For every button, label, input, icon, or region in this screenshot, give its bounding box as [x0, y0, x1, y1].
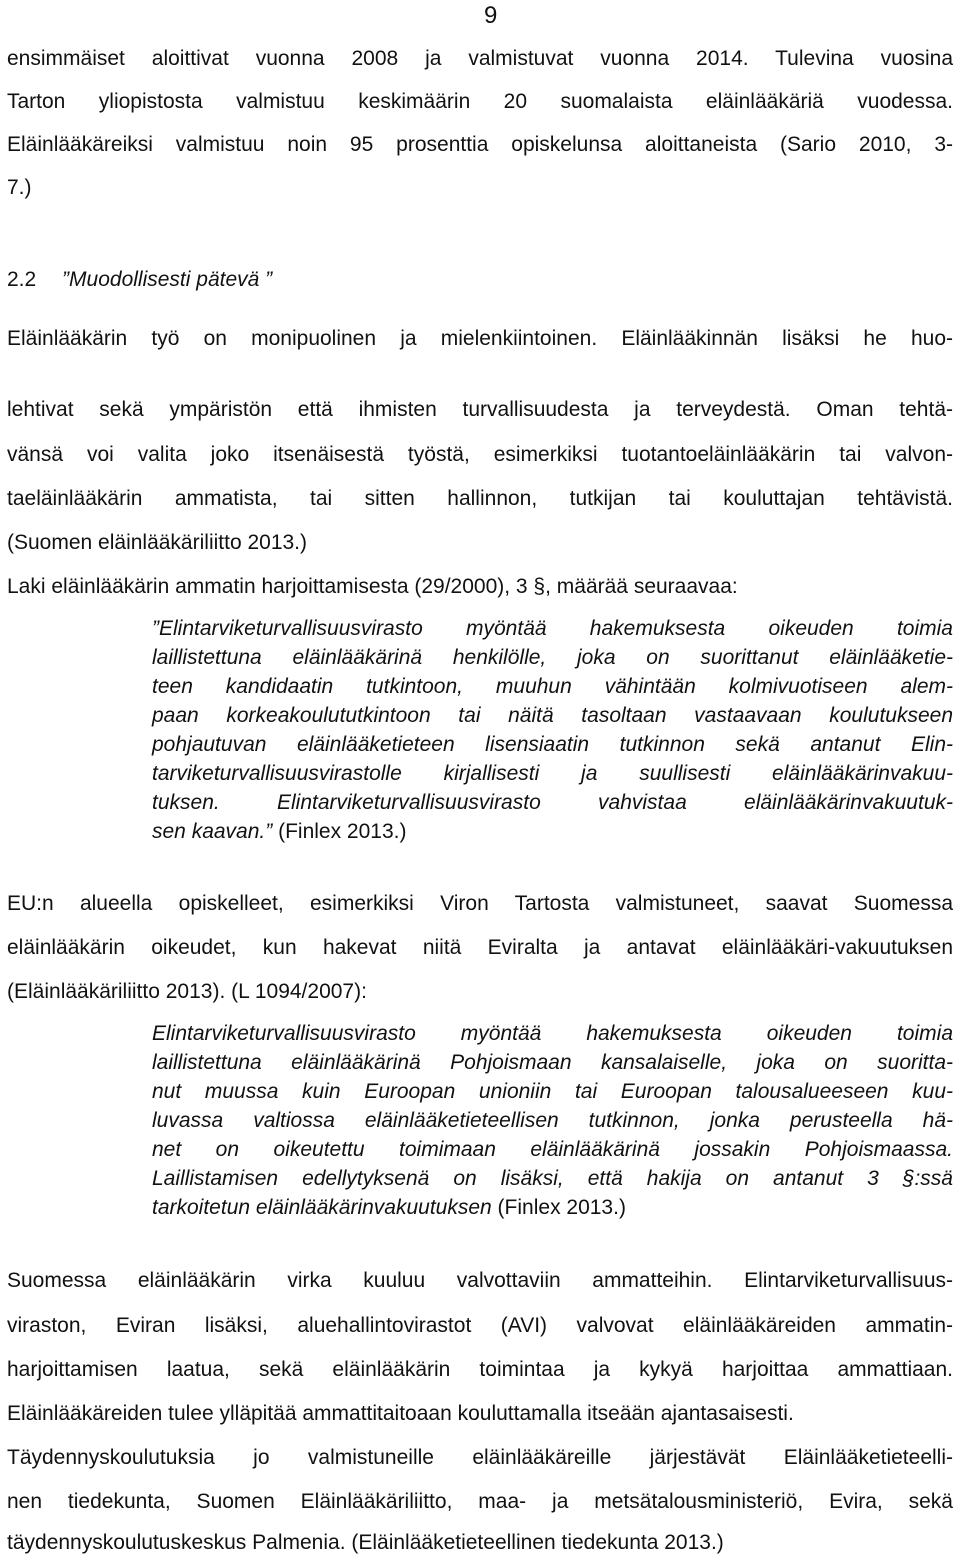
quote-text: sen kaavan.”	[152, 820, 273, 843]
paragraph-line: Tarton yliopistosta valmistuu keskimäärin 20 suomalaista eläinlääkäriä vuodessa.	[7, 90, 953, 113]
citation: (Finlex 2013.)	[491, 1196, 626, 1219]
paragraph-line: vänsä voi valita joko itsenäisestä työstä, esimerkiksi tuotantoeläinlääkärin tai valvon-	[7, 443, 953, 466]
citation: (Finlex 2013.)	[272, 820, 407, 843]
section-heading	[7, 268, 272, 292]
paragraph-line: viraston, Eviran lisäksi, aluehallintovirastot (AVI) valvovat eläinlääkäreiden ammatin-	[7, 1314, 953, 1337]
quote-line: luvassa valtiossa eläinlääketieteellisen tutkinnon, jonka perusteella hä-	[152, 1109, 953, 1132]
quote-text: tarkoitetun eläinlääkärinvakuutuksen	[152, 1196, 492, 1219]
quote-line: laillistettuna eläinlääkärinä Pohjoismaan kansalaiselle, joka on suoritta-	[152, 1051, 953, 1074]
paragraph-line: Täydennyskoulutuksia jo valmistuneille eläinlääkäreille järjestävät Eläinlääketieteelli-	[7, 1446, 953, 1469]
paragraph-line: taeläinlääkärin ammatista, tai sitten hallinnon, tutkijan tai kouluttajan tehtävistä.	[7, 487, 953, 510]
quote-line: teen kandidaatin tutkintoon, muuhun vähintään kolmivuotiseen alem-	[152, 675, 953, 698]
quote-line: net on oikeutettu toimimaan eläinlääkärinä jossakin Pohjoismaassa.	[152, 1138, 953, 1161]
quote-line: Elintarviketurvallisuusvirasto myöntää hakemuksesta oikeuden toimia	[152, 1022, 953, 1045]
quote-line: tarviketurvallisuusvirastolle kirjallisesti ja suullisesti eläinlääkärinvakuu-	[152, 762, 953, 785]
quote-line	[152, 1195, 953, 1221]
quote-line: nut muussa kuin Euroopan unioniin tai Euroopan talousalueeseen kuu-	[152, 1080, 953, 1103]
paragraph-line: Suomessa eläinlääkärin virka kuuluu valvottaviin ammatteihin. Elintarviketurvallisuus-	[7, 1269, 953, 1292]
paragraph-line: lehtivat sekä ympäristön että ihmisten turvallisuudesta ja terveydestä. Oman tehtä-	[7, 398, 953, 421]
paragraph-line: ensimmäiset aloittivat vuonna 2008 ja valmistuvat vuonna 2014. Tulevina vuosina	[7, 47, 953, 70]
paragraph-line: eläinlääkärin oikeudet, kun hakevat niitä Eviralta ja antavat eläinlääkäri-vakuutuksen	[7, 936, 953, 959]
section-number: 2.2	[7, 268, 37, 291]
paragraph-line: täydennyskoulutuskeskus Palmenia. (Eläinlääketieteellinen tiedekunta 2013.)	[7, 1531, 724, 1554]
section-title: ”Muodollisesti pätevä ”	[62, 268, 273, 291]
paragraph-line: nen tiedekunta, Suomen Eläinlääkäriliitto, maa- ja metsätalousministeriö, Evira, sekä	[7, 1490, 953, 1513]
paragraph-line: 7.)	[7, 176, 32, 199]
page-number: 9	[484, 2, 498, 29]
paragraph-line: Eläinlääkäreiksi valmistuu noin 95 prosenttia opiskelunsa aloittaneista (Sario 2010, 3-	[7, 133, 953, 156]
paragraph-line: EU:n alueella opiskelleet, esimerkiksi Viron Tartosta valmistuneet, saavat Suomessa	[7, 892, 953, 915]
paragraph-line: (Suomen eläinlääkäriliitto 2013.)	[7, 531, 307, 554]
quote-line: laillistettuna eläinlääkärinä henkilölle, joka on suorittanut eläinlääketie-	[152, 646, 953, 669]
quote-line: pohjautuvan eläinlääketieteen lisensiaatin tutkinnon sekä antanut Elin-	[152, 733, 953, 756]
paragraph-line: Eläinlääkäreiden tulee ylläpitää ammattitaitoaan kouluttamalla itseään ajantasaisesti.	[7, 1402, 794, 1425]
quote-line	[152, 819, 953, 845]
quote-line: Laillistamisen edellytyksenä on lisäksi, että hakija on antanut 3 §:ssä	[152, 1167, 953, 1190]
quote-line: ”Elintarviketurvallisuusvirasto myöntää hakemuksesta oikeuden toimia	[152, 617, 953, 640]
paragraph-line: Eläinlääkärin työ on monipuolinen ja mielenkiintoinen. Eläinlääkinnän lisäksi he huo-	[7, 327, 953, 350]
paragraph-line: harjoittamisen laatua, sekä eläinlääkärin toimintaa ja kykyä harjoittaa ammattiaan.	[7, 1358, 953, 1381]
paragraph-line: Laki eläinlääkärin ammatin harjoittamisesta (29/2000), 3 §, määrää seuraavaa:	[7, 575, 738, 598]
quote-line: tuksen. Elintarviketurvallisuusvirasto vahvistaa eläinlääkärinvakuutuk-	[152, 791, 953, 814]
quote-line: paan korkeakoulututkintoon tai näitä tasoltaan vastaavaan koulutukseen	[152, 704, 953, 727]
paragraph-line: (Eläinlääkäriliitto 2013). (L 1094/2007):	[7, 980, 367, 1003]
